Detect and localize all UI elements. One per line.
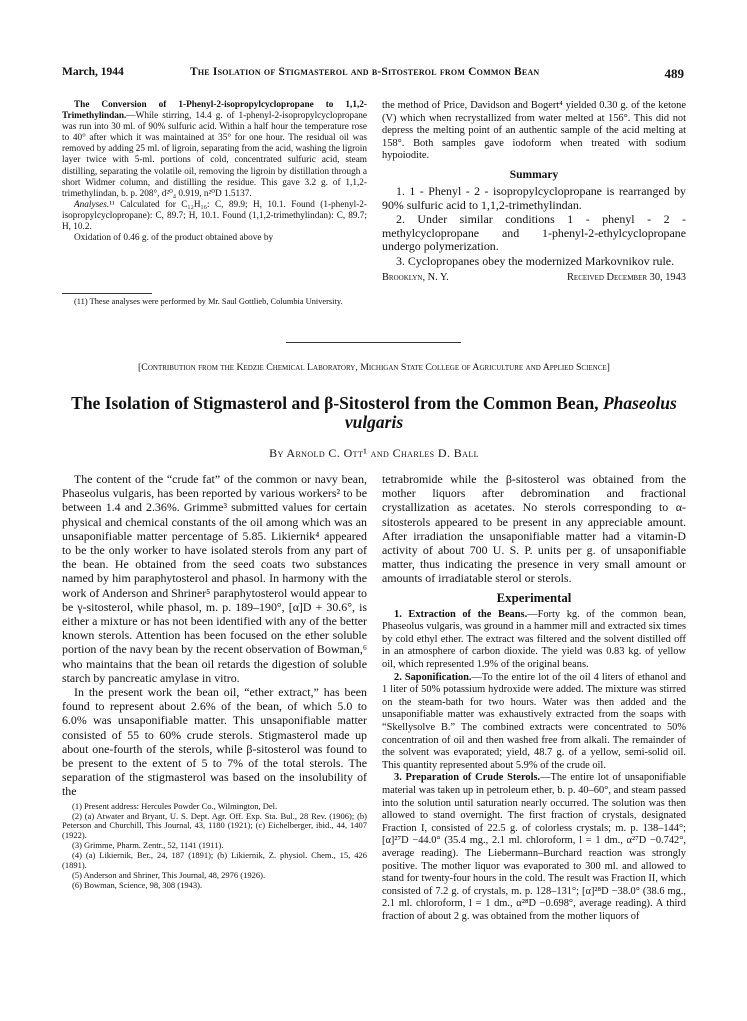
analyses-label: Analyses. [74, 199, 110, 210]
footnote-item: (4) (a) Likiernik, Ber., 24, 187 (1891); (b) Likiernik, Z. physiol. Chem., 15, 426 (1891). [62, 850, 367, 871]
running-head [62, 66, 684, 82]
analyses-paragraph [62, 200, 367, 233]
footnote-11: (11) These analyses were performed by Mr. Saul Gottlieb, Columbia University. [74, 297, 343, 306]
running-head-title: The Isolation of Stigmasterol and β-Sitosterol from Common Bean [190, 66, 540, 78]
top-left-column [62, 100, 367, 244]
footnote-item: (2) (a) Atwater and Bryant, U. S. Dept. Agr. Off. Exp. Sta. Bul., 28 Rev. (1906); (b) Peterson and Churchill, This Journal, 43, 1180 (1921); (c) Eichelberger, ibid., 44, 1407 (1922). [62, 810, 367, 841]
section-heading: 1. Extraction of the Beans. [394, 608, 528, 620]
contribution-line: [Contribution from the Kedzie Chemical Laboratory, Michigan State College of Agriculture and Applied Science] [138, 362, 610, 373]
experimental-section [382, 609, 686, 672]
running-head-date: March, 1944 [62, 66, 124, 78]
analyses-text: ¹¹ Calculated for C₁₂H₁₆: C, 89.9; H, 10.1. Found (1-phenyl-2-isopropylcyclopropane): C, 89.7; H, 10.1. Found (1,1,2-trimethylindan): C, 89.7; H, 10.2. [62, 199, 367, 233]
section-heading: 2. Saponification. [394, 671, 472, 683]
page-number: 489 [664, 66, 684, 81]
signature-line [382, 272, 686, 286]
footnote-item: (3) Grimme, Pharm. Zentr., 52, 1141 (1911). [72, 840, 224, 851]
section-text: —To the entire lot of the oil 4 liters of ethanol and 1 liter of 50% potassium hydroxide were added. The mixture was stirred on the steam-bath for two hours. Water was then added and the unsaponifiable matter was exhaustively extracted from the soaps with “Skellysolve B.” The combined extracts were concentrated to 50% concentration of oil and then washed free from alkali. The remainder of the solvent was evaporated; yield, 48.7 g. of a yellow, semi-solid oil. This quantity represented about 5.9% of the crude oil. [382, 671, 687, 771]
conversion-heading: The Conversion of 1-Phenyl-2-isopropylcyclopropane to 1,1,2-Trimethylindan. [62, 100, 367, 122]
received-date: Received December 30, 1943 [567, 271, 686, 283]
authors-line: By Arnold C. Ott¹ and Charles D. Ball [269, 446, 479, 460]
experimental-section [382, 772, 686, 923]
summary-item: 1. 1 - Phenyl - 2 - isopropylcyclopropane is rearranged by 90% sulfuric acid to 1,1,2-trimethylindan. [382, 183, 686, 212]
summary-item: 2. Under similar conditions 1 - phenyl - 2 - methylcyclopropane and 1-phenyl-2-ethylcyclopropane undergo polymerization. [382, 212, 686, 254]
top-footnote [62, 297, 367, 307]
body-paragraph: The content of the “crude fat” of the common or navy bean, Phaseolus vulgaris, has been reported by various workers² to be between 1.4 and 2.36%. Grimme³ submitted values for certain physical and chemical constants of the oil among which was an unsaponifiable matter percentage of 5.85. Likiernik⁴ appeared to be the only worker to have isolated sterols from any part of the bean. He obtained from the seed coats two substances named by him paraphytosterol and phasol. In harmony with the work of Anderson and Shriner⁵ paraphytosterol would appear to be γ-sitosterol, while phasol, m. p. 189–190°, [α]D + 30.6°, is either a mixture or has not been identified with any of the better known sterols. Attention has been focused on the ether soluble portion of the navy bean by the recent observation of Bowman,⁶ who maintains that the bean oil retards the digestion of soluble starch by pancreatic amylase in vitro. [62, 472, 367, 685]
section-divider [286, 342, 461, 343]
section-heading: 3. Preparation of Crude Sterols. [394, 772, 541, 784]
summary-heading: Summary [509, 168, 559, 181]
footnote-item: (6) Bowman, Science, 98, 308 (1943). [72, 879, 203, 890]
experimental-heading: Experimental [496, 590, 572, 605]
article-title-main: The Isolation of Stigmasterol and β-Sitosterol from the Common Bean, [71, 393, 599, 413]
footnote-list [62, 802, 367, 891]
conversion-text: —While stirring, 14.4 g. of 1-phenyl-2-isopropylcyclopropane was run into 30 ml. of 90% sulfuric acid. Within a half hour the temperature rose to 40° after which it was maintained at 35° for one hour. The residual oil was removed by adding 25 ml. of ligroin, separating from the acid, washing the ligroin layer twice with 5-ml. portions of cold, concentrated sulfuric acid, steam distilling, separating the volatile oil, removing the ligroin by distillation through a short Widmer column, and distilling the residue. This gave 3.2 g. of 1,1,2-trimethylindan, b. p. 208°, d²⁰₄ 0.919, n²⁰D 1.5137. [62, 111, 367, 199]
footnote-rule [62, 293, 152, 294]
section-text: —Forty kg. of the common bean, Phaseolus vulgaris, was ground in a hammer mill and extracted six times by cold ethyl ether. The extract was filtered and the solvent distilled off in an atmosphere of carbon dioxide. The yield was 0.83 kg. of yellow oil, which represented 1.9% of the original beans. [382, 608, 686, 670]
article-title [62, 394, 686, 432]
summary-item: 3. Cyclopropanes obey the modernized Markovnikov rule. [396, 253, 675, 268]
main-right-column [382, 472, 686, 923]
footnote-item: (5) Anderson and Shriner, This Journal, 48, 2976 (1926). [72, 870, 266, 881]
experimental-section [382, 672, 686, 773]
body-paragraph: In the present work the bean oil, “ether extract,” has been found to represent about 2.6% of the bean, of which 5.0 to 6.0% was unsaponifiable matter. This unsaponifiable matter consisted of 55 to 60% crude sterols. Stigmasterol made up about one-fourth of the sterols, while β-sitosterol was found to be present to the extent of 5 to 7% of the total sterols. The separation of the stigmasterol was based on the insolubility of the [62, 685, 367, 799]
continuation-paragraph: the method of Price, Davidson and Bogert⁴ yielded 0.30 g. of the ketone (V) which when recrystallized from water melted at 156°. This did not depress the melting point of an authentic sample of the acid melting at 158°. Both samples gave iodoform when treated with sodium hypoiodite. [382, 100, 686, 162]
oxidation-paragraph: Oxidation of 0.46 g. of the product obtained above by [74, 233, 274, 244]
section-text: —The entire lot of unsaponifiable material was taken up in petroleum ether, b. p. 40–60°, and steam passed into the solution until saturation nearly occurred. The solution was then allowed to stand overnight. The first fraction of crystals, designated Fraction I, consisted of 22.5 g. of colorless crystals; m. p. 138–144°; [α]²⁷D −44.0° (35.4 mg., 2.1 ml. chloroform, l = 1 dm., α²⁷D −0.742°, average reading). The Liebermann–Burchard reaction was strongly positive. The mother liquor was evaporated to 300 ml. and allowed to stand for twenty-four hours in the cold. The result was Fraction II, which consisted of 7.2 g. of crystals, m. p. 128–131°; [α]²⁸D −38.0° (38.6 mg., 2.1 ml. chloroform, l = 1 dm., α²⁸D −0.698°, average reading). A third fraction of about 2 g. was obtained from the mother liquors of [382, 772, 686, 922]
footnote-item: (1) Present address: Hercules Powder Co., Wilmington, Del. [72, 800, 278, 811]
article-title-species: Phaseolus vulgaris [344, 393, 677, 432]
intro-paragraph: tetrabromide while the β-sitosterol was obtained from the mother liquors after debromination and fractional crystallization as acetates. No sterols corresponding to α-sitosterols appeared to be present in any appreciable amount. After irradiation the unsaponifiable matter had a vitamin-D activity of about 700 U. S. P. units per g. of unsaponifiable matter, thus indicating the presence in very small amount or amounts of irradiatable sterol or sterols. [382, 472, 686, 586]
location: Brooklyn, N. Y. [382, 271, 449, 283]
conversion-paragraph [62, 100, 367, 200]
main-left-column [62, 472, 367, 891]
top-right-column [382, 100, 686, 286]
